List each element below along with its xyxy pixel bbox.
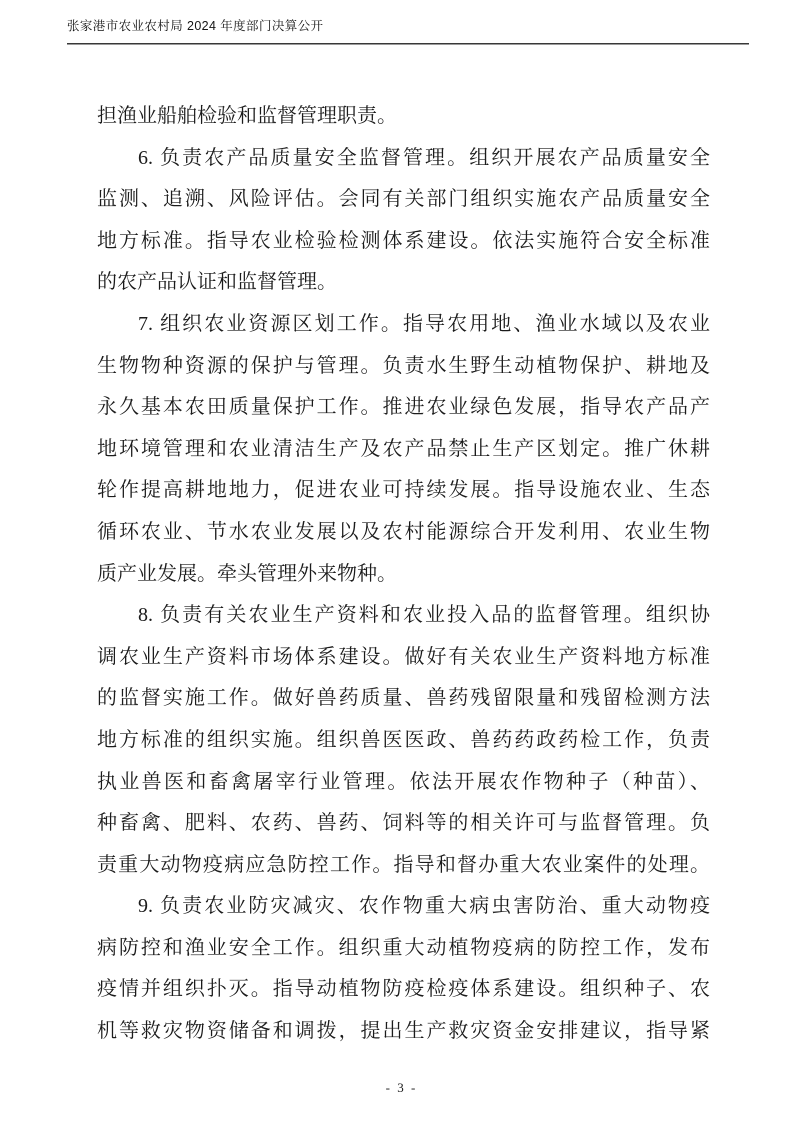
text-line: 执业兽医和畜禽屠宰行业管理。依法开展农作物种子（种苗）、 bbox=[97, 770, 710, 793]
text-line: 地方标准的组织实施。组织兽医医政、兽药药政药检工作，负责 bbox=[97, 728, 710, 751]
text-line: 生物物种资源的保护与管理。负责水生野生动植物保护、耕地及 bbox=[97, 354, 710, 377]
document-body bbox=[97, 96, 710, 1053]
text-line: 责重大动物疫病应急防控工作。指导和督办重大农业案件的处理。 bbox=[97, 853, 710, 876]
text-line: 永久基本农田质量保护工作。推进农业绿色发展，指导农产品产 bbox=[97, 396, 710, 419]
text-line: 种畜禽、肥料、农药、兽药、饲料等的相关许可与监督管理。负 bbox=[97, 812, 710, 835]
text-line: 质产业发展。牵头管理外来物种。 bbox=[97, 562, 397, 585]
text-line: 监测、追溯、风险评估。会同有关部门组织实施农产品质量安全 bbox=[97, 188, 710, 211]
text-line: 病防控和渔业安全工作。组织重大动植物疫病的防控工作，发布 bbox=[97, 936, 710, 959]
text-line: 的农产品认证和监督管理。 bbox=[97, 271, 337, 294]
text-line: 的监督实施工作。做好兽药质量、兽药残留限量和残留检测方法 bbox=[97, 687, 710, 710]
text-line: 循环农业、节水农业发展以及农村能源综合开发利用、农业生物 bbox=[97, 520, 710, 543]
text-line: 担渔业船舶检验和监督管理职责。 bbox=[97, 105, 397, 127]
text-line: 轮作提高耕地地力，促进农业可持续发展。指导设施农业、生态 bbox=[97, 479, 710, 502]
page-number: - 3 - bbox=[385, 1080, 418, 1095]
text-line: 机等救灾物资储备和调拨，提出生产救灾资金安排建议，指导紧 bbox=[97, 1020, 710, 1043]
text-line: 地环境管理和农业清洁生产及农产品禁止生产区划定。推广休耕 bbox=[97, 437, 710, 460]
text-line: 7. 组织农业资源区划工作。指导农用地、渔业水域以及农业 bbox=[138, 312, 710, 335]
text-line: 6. 负责农产品质量安全监督管理。组织开展农产品质量安全 bbox=[138, 146, 710, 169]
header-title: 张家港市农业农村局 2024 年度部门决算公开 bbox=[67, 19, 324, 33]
header-divider bbox=[67, 43, 749, 45]
text-line: 调农业生产资料市场体系建设。做好有关农业生产资料地方标准 bbox=[97, 645, 710, 668]
text-line: 疫情并组织扑灭。指导动植物防疫检疫体系建设。组织种子、农 bbox=[97, 978, 710, 1001]
text-line: 地方标准。指导农业检验检测体系建设。依法实施符合安全标准 bbox=[97, 229, 710, 252]
text-line: 8. 负责有关农业生产资料和农业投入品的监督管理。组织协 bbox=[138, 604, 710, 627]
text-line: 9. 负责农业防灾减灾、农作物重大病虫害防治、重大动物疫 bbox=[138, 895, 710, 918]
page-header bbox=[67, 17, 749, 45]
